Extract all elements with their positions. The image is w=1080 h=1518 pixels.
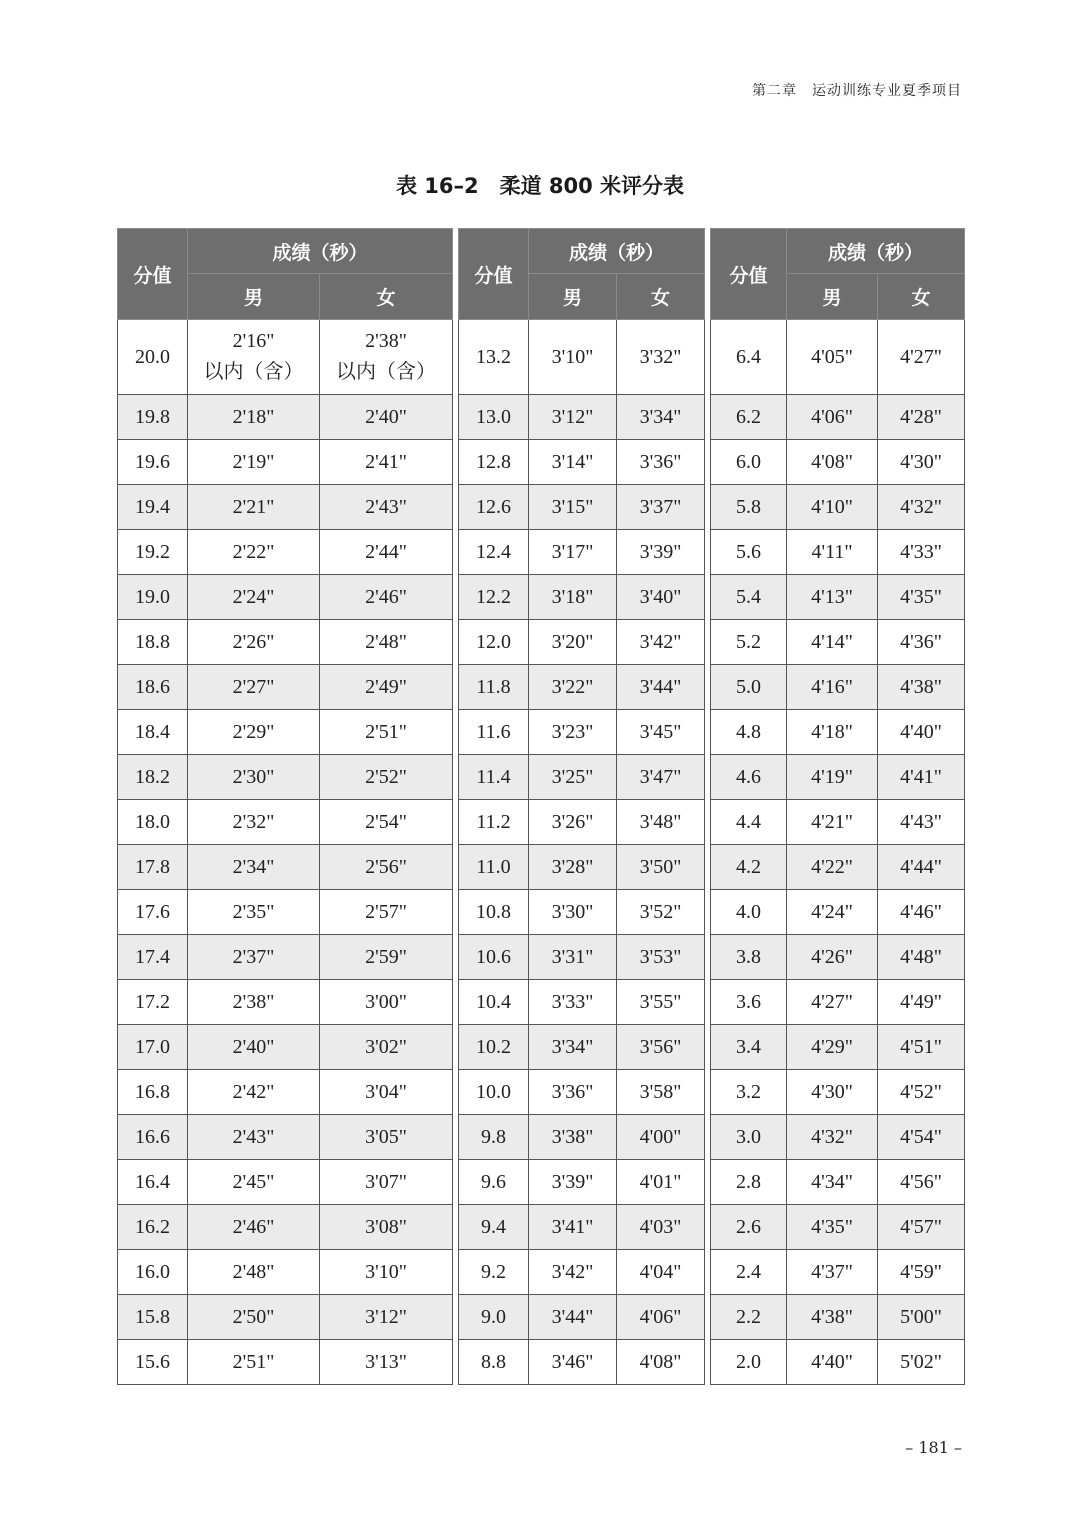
male-time-cell: 3'15" (529, 485, 617, 530)
score-cell: 4.0 (711, 890, 787, 935)
male-time-cell: 4'27" (787, 980, 878, 1025)
female-time-cell: 4'41" (878, 755, 965, 800)
score-cell: 3.6 (711, 980, 787, 1025)
female-time-cell: 3'50" (617, 845, 705, 890)
male-time-cell: 4'32" (787, 1115, 878, 1160)
male-time-cell: 2'32" (188, 800, 320, 845)
male-time-cell: 4'21" (787, 800, 878, 845)
male-time-cell: 4'05" (787, 320, 878, 395)
score-cell: 16.8 (118, 1070, 188, 1115)
table-row (711, 620, 965, 665)
table-row (459, 485, 705, 530)
female-time-cell: 3'13" (320, 1340, 453, 1385)
male-time-cell: 3'18" (529, 575, 617, 620)
table-row (118, 440, 453, 485)
male-time-cell: 4'35" (787, 1205, 878, 1250)
score-cell: 5.6 (711, 530, 787, 575)
female-time-cell: 3'12" (320, 1295, 453, 1340)
table-row (118, 800, 453, 845)
table-row (118, 755, 453, 800)
female-time-cell: 4'38" (878, 665, 965, 710)
score-cell: 4.6 (711, 755, 787, 800)
score-cell: 17.2 (118, 980, 188, 1025)
male-time-cell: 2'29" (188, 710, 320, 755)
female-time-cell: 3'34" (617, 395, 705, 440)
male-time-cell: 2'24" (188, 575, 320, 620)
male-time-cell: 4'08" (787, 440, 878, 485)
female-time-cell: 3'04" (320, 1070, 453, 1115)
result-header: 成绩（秒） (529, 229, 705, 274)
female-time-cell: 4'27" (878, 320, 965, 395)
table-row (459, 980, 705, 1025)
male-time-cell: 4'16" (787, 665, 878, 710)
male-time-cell: 2'35" (188, 890, 320, 935)
male-time-cell: 3'36" (529, 1070, 617, 1115)
score-cell: 4.8 (711, 710, 787, 755)
table-row (711, 1340, 965, 1385)
table-row (711, 935, 965, 980)
table-row (118, 1115, 453, 1160)
table-row (118, 1070, 453, 1115)
female-header: 女 (320, 274, 453, 320)
male-time-cell: 3'34" (529, 1025, 617, 1070)
male-time-cell: 3'42" (529, 1250, 617, 1295)
score-cell: 2.2 (711, 1295, 787, 1340)
table-row (711, 665, 965, 710)
table-row (118, 845, 453, 890)
table-row (711, 800, 965, 845)
female-time-cell: 3'37" (617, 485, 705, 530)
female-time-cell: 3'44" (617, 665, 705, 710)
male-header: 男 (188, 274, 320, 320)
female-time-cell: 2'44" (320, 530, 453, 575)
score-cell: 9.0 (459, 1295, 529, 1340)
female-time-cell: 4'59" (878, 1250, 965, 1295)
male-time-cell: 2'51" (188, 1340, 320, 1385)
female-time-cell: 3'07" (320, 1160, 453, 1205)
table-row (459, 1025, 705, 1070)
female-time-cell: 4'36" (878, 620, 965, 665)
score-cell: 13.0 (459, 395, 529, 440)
female-header: 女 (878, 274, 965, 320)
table-row (459, 890, 705, 935)
table-title: 表 16–2 柔道 800 米评分表 (395, 174, 685, 198)
female-time-cell (320, 320, 453, 395)
male-time-cell: 3'44" (529, 1295, 617, 1340)
table-row (711, 845, 965, 890)
female-time-cell: 2'41" (320, 440, 453, 485)
female-time-cell: 3'55" (617, 980, 705, 1025)
score-table-3 (710, 228, 965, 1385)
score-cell: 19.2 (118, 530, 188, 575)
table-row (118, 665, 453, 710)
male-time-cell: 2'18" (188, 395, 320, 440)
male-time-cell: 3'12" (529, 395, 617, 440)
score-cell: 12.6 (459, 485, 529, 530)
female-time-cell: 2'54" (320, 800, 453, 845)
score-cell: 6.0 (711, 440, 787, 485)
female-time-cell: 4'08" (617, 1340, 705, 1385)
male-time-cell: 2'34" (188, 845, 320, 890)
score-cell: 13.2 (459, 320, 529, 395)
male-time-cell: 3'33" (529, 980, 617, 1025)
male-time-cell: 3'25" (529, 755, 617, 800)
table-row (118, 1250, 453, 1295)
score-cell: 6.2 (711, 395, 787, 440)
table-row (118, 935, 453, 980)
score-cell: 15.6 (118, 1340, 188, 1385)
male-time-cell: 4'18" (787, 710, 878, 755)
female-time-cell: 4'51" (878, 1025, 965, 1070)
table-row (711, 440, 965, 485)
table-row (118, 320, 453, 395)
score-cell: 12.8 (459, 440, 529, 485)
male-time-cell: 2'43" (188, 1115, 320, 1160)
score-cell: 5.8 (711, 485, 787, 530)
table-row (711, 1205, 965, 1250)
male-time-cell: 4'14" (787, 620, 878, 665)
male-time-cell: 2'42" (188, 1070, 320, 1115)
female-time-cell: 3'36" (617, 440, 705, 485)
score-cell: 16.4 (118, 1160, 188, 1205)
male-time-cell: 4'19" (787, 755, 878, 800)
table-row (459, 440, 705, 485)
female-time-cell: 3'39" (617, 530, 705, 575)
score-table-1 (117, 228, 453, 1385)
score-cell: 3.0 (711, 1115, 787, 1160)
score-cell: 9.6 (459, 1160, 529, 1205)
male-time-cell: 3'38" (529, 1115, 617, 1160)
male-time-cell: 2'45" (188, 1160, 320, 1205)
female-time-cell: 2'57" (320, 890, 453, 935)
male-header: 男 (529, 274, 617, 320)
male-time-cell: 3'23" (529, 710, 617, 755)
score-cell: 5.0 (711, 665, 787, 710)
table-row (711, 485, 965, 530)
score-cell: 17.6 (118, 890, 188, 935)
female-time-cell: 4'28" (878, 395, 965, 440)
female-time-cell: 2'52" (320, 755, 453, 800)
female-time-cell: 3'10" (320, 1250, 453, 1295)
male-time-cell: 3'26" (529, 800, 617, 845)
female-time-cell: 3'40" (617, 575, 705, 620)
table-row (711, 710, 965, 755)
score-cell: 17.0 (118, 1025, 188, 1070)
male-time-cell: 3'30" (529, 890, 617, 935)
table-row (711, 980, 965, 1025)
male-time-cell: 3'41" (529, 1205, 617, 1250)
score-cell: 16.6 (118, 1115, 188, 1160)
male-time-cell: 4'11" (787, 530, 878, 575)
male-time-cell: 4'13" (787, 575, 878, 620)
female-time-cell: 4'57" (878, 1205, 965, 1250)
female-time-cell: 3'53" (617, 935, 705, 980)
male-time-cell: 2'50" (188, 1295, 320, 1340)
table-row (118, 890, 453, 935)
female-time-cell: 4'44" (878, 845, 965, 890)
table-row (118, 530, 453, 575)
female-header: 女 (617, 274, 705, 320)
female-time-cell: 3'00" (320, 980, 453, 1025)
female-time-cell: 3'45" (617, 710, 705, 755)
score-cell: 19.0 (118, 575, 188, 620)
female-time-cell: 4'40" (878, 710, 965, 755)
female-time-cell: 2'49" (320, 665, 453, 710)
male-time-cell: 3'10" (529, 320, 617, 395)
table-row (459, 710, 705, 755)
female-time-cell: 3'58" (617, 1070, 705, 1115)
female-time-cell: 2'43" (320, 485, 453, 530)
male-time-cell: 2'27" (188, 665, 320, 710)
female-time-cell: 4'32" (878, 485, 965, 530)
table-row (459, 665, 705, 710)
table-row (459, 1340, 705, 1385)
score-cell: 12.2 (459, 575, 529, 620)
female-time-cell: 4'56" (878, 1160, 965, 1205)
male-time-cell: 2'22" (188, 530, 320, 575)
female-time-cell: 3'32" (617, 320, 705, 395)
table-row (459, 755, 705, 800)
male-time-cell: 2'19" (188, 440, 320, 485)
table-row (118, 395, 453, 440)
score-cell: 2.4 (711, 1250, 787, 1295)
male-time-cell: 2'38" (188, 980, 320, 1025)
score-cell: 15.8 (118, 1295, 188, 1340)
male-time-cell: 2'40" (188, 1025, 320, 1070)
score-cell: 9.4 (459, 1205, 529, 1250)
female-time-cell: 3'02" (320, 1025, 453, 1070)
male-time-value: 2'16" (232, 330, 275, 352)
male-time-cell: 4'37" (787, 1250, 878, 1295)
female-time-cell: 2'56" (320, 845, 453, 890)
female-time-cell: 4'46" (878, 890, 965, 935)
table-row (711, 1250, 965, 1295)
male-time-cell: 3'28" (529, 845, 617, 890)
table-row (459, 530, 705, 575)
table-row (711, 1025, 965, 1070)
score-cell: 12.4 (459, 530, 529, 575)
female-time-cell: 4'43" (878, 800, 965, 845)
male-time-cell: 2'21" (188, 485, 320, 530)
running-head: 第二章 运动训练专业夏季项目 (752, 83, 962, 99)
female-time-cell: 4'48" (878, 935, 965, 980)
female-time-cell: 2'51" (320, 710, 453, 755)
score-cell: 12.0 (459, 620, 529, 665)
score-cell: 11.6 (459, 710, 529, 755)
page-number: – 181 – (905, 1438, 962, 1457)
table-row (118, 1295, 453, 1340)
score-cell: 10.6 (459, 935, 529, 980)
score-cell: 3.4 (711, 1025, 787, 1070)
male-time-cell: 4'10" (787, 485, 878, 530)
male-time-cell: 4'24" (787, 890, 878, 935)
table-row (459, 320, 705, 395)
score-cell: 11.8 (459, 665, 529, 710)
table-row (711, 530, 965, 575)
score-cell: 11.2 (459, 800, 529, 845)
table-row (118, 1160, 453, 1205)
female-time-cell: 3'56" (617, 1025, 705, 1070)
score-header: 分值 (118, 229, 188, 320)
score-cell: 16.0 (118, 1250, 188, 1295)
score-cell: 10.0 (459, 1070, 529, 1115)
score-cell: 19.8 (118, 395, 188, 440)
female-time-cell: 4'54" (878, 1115, 965, 1160)
score-header: 分值 (459, 229, 529, 320)
female-time-cell: 2'48" (320, 620, 453, 665)
female-time-cell: 4'03" (617, 1205, 705, 1250)
score-cell: 5.4 (711, 575, 787, 620)
score-cell: 5.2 (711, 620, 787, 665)
score-cell: 18.6 (118, 665, 188, 710)
table-row (711, 1160, 965, 1205)
male-time-cell: 2'37" (188, 935, 320, 980)
male-time-cell: 4'30" (787, 1070, 878, 1115)
score-table-2 (458, 228, 705, 1385)
male-time-cell: 2'46" (188, 1205, 320, 1250)
table-row (711, 320, 965, 395)
female-time-cell: 2'40" (320, 395, 453, 440)
female-time-cell: 3'42" (617, 620, 705, 665)
table-row (459, 1205, 705, 1250)
score-cell: 10.2 (459, 1025, 529, 1070)
table-row (118, 1025, 453, 1070)
score-cell: 4.4 (711, 800, 787, 845)
table-row (459, 1295, 705, 1340)
score-cell: 20.0 (118, 320, 188, 395)
score-cell: 17.4 (118, 935, 188, 980)
table-row (459, 935, 705, 980)
female-time-value: 2'38" (365, 330, 407, 352)
male-time-note: 以内（含） (203, 361, 304, 383)
score-cell: 3.2 (711, 1070, 787, 1115)
table-row (459, 800, 705, 845)
score-cell: 9.8 (459, 1115, 529, 1160)
male-time-cell: 3'46" (529, 1340, 617, 1385)
score-cell: 3.8 (711, 935, 787, 980)
table-row (118, 710, 453, 755)
female-time-note: 以内（含） (336, 361, 436, 383)
female-time-cell: 4'30" (878, 440, 965, 485)
table-row (118, 620, 453, 665)
score-cell: 18.8 (118, 620, 188, 665)
score-cell: 10.8 (459, 890, 529, 935)
score-cell: 17.8 (118, 845, 188, 890)
female-time-cell: 5'00" (878, 1295, 965, 1340)
score-cell: 11.0 (459, 845, 529, 890)
male-time-cell: 3'31" (529, 935, 617, 980)
female-time-cell: 4'35" (878, 575, 965, 620)
male-time-cell: 4'34" (787, 1160, 878, 1205)
score-cell: 11.4 (459, 755, 529, 800)
table-row (118, 1340, 453, 1385)
male-time-cell: 3'20" (529, 620, 617, 665)
score-cell: 2.8 (711, 1160, 787, 1205)
table-row (459, 845, 705, 890)
table-row (118, 485, 453, 530)
table-row (459, 395, 705, 440)
female-time-cell: 4'52" (878, 1070, 965, 1115)
score-cell: 2.0 (711, 1340, 787, 1385)
male-time-cell: 3'17" (529, 530, 617, 575)
table-row (711, 755, 965, 800)
female-time-cell: 4'49" (878, 980, 965, 1025)
female-time-cell: 5'02" (878, 1340, 965, 1385)
male-time-cell: 4'06" (787, 395, 878, 440)
female-time-cell: 4'00" (617, 1115, 705, 1160)
table-row (459, 620, 705, 665)
male-time-cell: 2'30" (188, 755, 320, 800)
score-header: 分值 (711, 229, 787, 320)
table-row (711, 1115, 965, 1160)
score-cell: 18.0 (118, 800, 188, 845)
score-cell: 16.2 (118, 1205, 188, 1250)
male-time-cell: 2'26" (188, 620, 320, 665)
result-header: 成绩（秒） (787, 229, 965, 274)
score-cell: 19.6 (118, 440, 188, 485)
table-row (118, 980, 453, 1025)
score-cell: 18.4 (118, 710, 188, 755)
score-cell: 19.4 (118, 485, 188, 530)
male-time-cell: 4'29" (787, 1025, 878, 1070)
table-row (459, 1115, 705, 1160)
male-time-cell: 3'14" (529, 440, 617, 485)
female-time-cell: 2'46" (320, 575, 453, 620)
table-row (711, 395, 965, 440)
table-row (711, 575, 965, 620)
table-row (459, 1070, 705, 1115)
female-time-cell: 3'47" (617, 755, 705, 800)
male-time-cell (188, 320, 320, 395)
table-row (118, 575, 453, 620)
female-time-cell: 4'04" (617, 1250, 705, 1295)
table-row (711, 1295, 965, 1340)
male-header: 男 (787, 274, 878, 320)
table-row (711, 890, 965, 935)
female-time-cell: 3'05" (320, 1115, 453, 1160)
female-time-cell: 3'52" (617, 890, 705, 935)
table-row (711, 1070, 965, 1115)
male-time-cell: 4'38" (787, 1295, 878, 1340)
table-row (459, 1250, 705, 1295)
score-cell: 6.4 (711, 320, 787, 395)
score-cell: 10.4 (459, 980, 529, 1025)
female-time-cell: 4'33" (878, 530, 965, 575)
score-cell: 9.2 (459, 1250, 529, 1295)
female-time-cell: 3'08" (320, 1205, 453, 1250)
male-time-cell: 4'26" (787, 935, 878, 980)
female-time-cell: 2'59" (320, 935, 453, 980)
male-time-cell: 4'22" (787, 845, 878, 890)
score-cell: 4.2 (711, 845, 787, 890)
score-cell: 2.6 (711, 1205, 787, 1250)
male-time-cell: 2'48" (188, 1250, 320, 1295)
score-cell: 8.8 (459, 1340, 529, 1385)
table-row (459, 575, 705, 620)
female-time-cell: 4'06" (617, 1295, 705, 1340)
male-time-cell: 3'39" (529, 1160, 617, 1205)
table-row (459, 1160, 705, 1205)
male-time-cell: 4'40" (787, 1340, 878, 1385)
male-time-cell: 3'22" (529, 665, 617, 710)
result-header: 成绩（秒） (188, 229, 453, 274)
female-time-cell: 4'01" (617, 1160, 705, 1205)
female-time-cell: 3'48" (617, 800, 705, 845)
score-cell: 18.2 (118, 755, 188, 800)
table-row (118, 1205, 453, 1250)
